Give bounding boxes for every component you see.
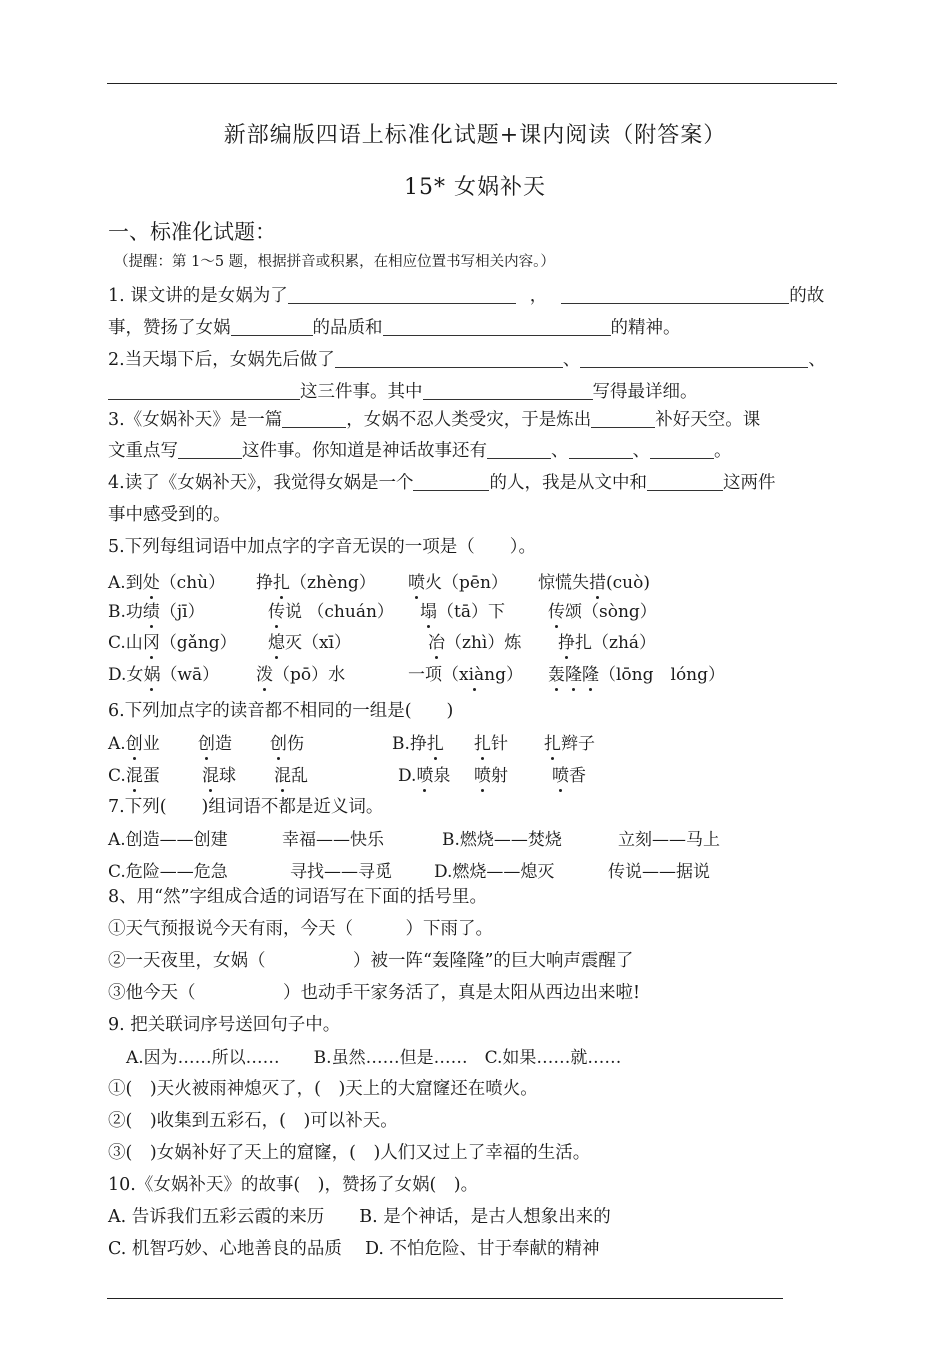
section-heading: 一、标准化试题： bbox=[108, 220, 276, 244]
question-4-line-1: 4.读了《女娲补天》，我觉得女娲是一个 的人，我是从文中和 这两件 bbox=[108, 473, 776, 493]
question-10-options-row-1[interactable]: A. 告诉我们五彩云霞的来历 B. 是个神话，是古人想象出来的 bbox=[108, 1207, 611, 1227]
question-9-sentence-3[interactable]: ③( )女娲补好了天上的窟窿，( )人们又过上了幸福的生活。 bbox=[108, 1143, 591, 1163]
answer-blank[interactable] bbox=[650, 441, 714, 460]
question-9-options: A.因为……所以…… B.虽然……但是…… C.如果……就…… bbox=[126, 1048, 622, 1068]
question-2-line-1: 2.当天塌下后，女娲先后做了 、 、 bbox=[108, 350, 826, 370]
answer-blank[interactable] bbox=[423, 382, 593, 401]
question-5-option-a[interactable]: A.到处（chù） 挣扎（zhèng） 喷火（pēn） 惊慌失措(cuò) bbox=[108, 568, 728, 592]
question-3-line-2: 文重点写 这件事。你知道是神话故事还有 、 、 。 bbox=[108, 441, 732, 461]
answer-blank[interactable] bbox=[580, 350, 808, 369]
answer-blank[interactable] bbox=[487, 441, 551, 460]
question-6-stem: 6.下列加点字的读音都不相同的一组是( ) bbox=[108, 701, 454, 721]
lesson-title: 15* 女娲补天 bbox=[404, 175, 546, 200]
answer-blank[interactable] bbox=[413, 473, 489, 492]
answer-blank[interactable] bbox=[591, 410, 655, 429]
question-6-row-1[interactable]: A.创业 创造 创伤 B.挣扎 扎针 扎辫子 bbox=[108, 729, 628, 753]
question-10-stem: 10.《女娲补天》的故事( )，赞扬了女娲( )。 bbox=[108, 1175, 479, 1195]
header-rule bbox=[107, 83, 837, 84]
answer-blank[interactable] bbox=[335, 350, 563, 369]
question-6-row-2[interactable]: C.混蛋 混球 混乱 D.喷泉 喷射 喷香 bbox=[108, 761, 628, 785]
question-1-line-1: 1. 课文讲的是女娲为了 ， 的故 bbox=[108, 286, 825, 306]
question-8-sentence-1[interactable]: ①天气预报说今天有雨，今天（ ）下雨了。 bbox=[108, 919, 493, 939]
answer-blank[interactable] bbox=[231, 318, 313, 337]
question-7-row-2[interactable]: C.危险——危急 寻找——寻觅 D.燃烧——熄灭 传说——据说 bbox=[108, 862, 710, 882]
question-7-row-1[interactable]: A.创造——创建 幸福——快乐 B.燃烧——焚烧 立刻——马上 bbox=[108, 830, 720, 850]
answer-blank[interactable] bbox=[282, 410, 346, 429]
question-9-stem: 9. 把关联词序号送回句子中。 bbox=[108, 1015, 341, 1035]
answer-blank[interactable] bbox=[108, 382, 300, 401]
question-5-stem: 5.下列每组词语中加点字的字音无误的一项是（ ）。 bbox=[108, 537, 536, 557]
answer-blank[interactable] bbox=[288, 286, 516, 305]
answer-blank[interactable] bbox=[647, 473, 723, 492]
question-9-sentence-1[interactable]: ①( )天火被雨神熄灭了，( )天上的大窟窿还在喷火。 bbox=[108, 1079, 538, 1099]
question-9-sentence-2[interactable]: ②( )收集到五彩石，( )可以补天。 bbox=[108, 1111, 398, 1131]
answer-blank[interactable] bbox=[569, 441, 633, 460]
answer-blank[interactable] bbox=[178, 441, 242, 460]
question-8-sentence-2[interactable]: ②一天夜里，女娲（ ）被一阵“轰隆隆”的巨大响声震醒了 bbox=[108, 951, 634, 971]
question-8-stem: 8、用“然”字组成合适的词语写在下面的括号里。 bbox=[108, 887, 488, 907]
question-5-option-c[interactable]: C.山冈（gǎng） 熄灭（xī） 冶（zhì）炼 挣扎（zhá） bbox=[108, 628, 728, 652]
question-1-line-2: 事，赞扬了女娲 的品质和 的精神。 bbox=[108, 318, 681, 338]
footer-rule bbox=[107, 1298, 783, 1299]
question-10-options-row-2[interactable]: C. 机智巧妙、心地善良的品质 D. 不怕危险、甘于奉献的精神 bbox=[108, 1239, 600, 1259]
question-4-line-2: 事中感受到的。 bbox=[108, 505, 231, 525]
answer-blank[interactable] bbox=[561, 286, 789, 305]
answer-blank[interactable] bbox=[383, 318, 611, 337]
hint-text: （提醒：第 1～5 题，根据拼音或积累，在相应位置书写相关内容。） bbox=[114, 254, 555, 270]
question-3-line-1: 3.《女娲补天》是一篇 ，女娲不忍人类受灾，于是炼出 补好天空。课 bbox=[108, 410, 761, 430]
question-5-option-b[interactable]: B.功绩（jī） 传说 （chuán） 塌（tā）下 传颂（sòng） bbox=[108, 597, 728, 621]
question-7-stem: 7.下列( )组词语不都是近义词。 bbox=[108, 797, 384, 817]
question-5-option-d[interactable]: D.女娲（wā） 泼（pō）水 一项（xiàng） 轰隆隆（lōng lóng） bbox=[108, 660, 748, 684]
question-8-sentence-3[interactable]: ③他今天（ ）也动手干家务活了，真是太阳从西边出来啦! bbox=[108, 983, 641, 1003]
document-title: 新部编版四语上标准化试题+课内阅读（附答案） bbox=[223, 123, 727, 148]
question-2-line-2: 这三件事。其中 写得最详细。 bbox=[108, 378, 698, 403]
